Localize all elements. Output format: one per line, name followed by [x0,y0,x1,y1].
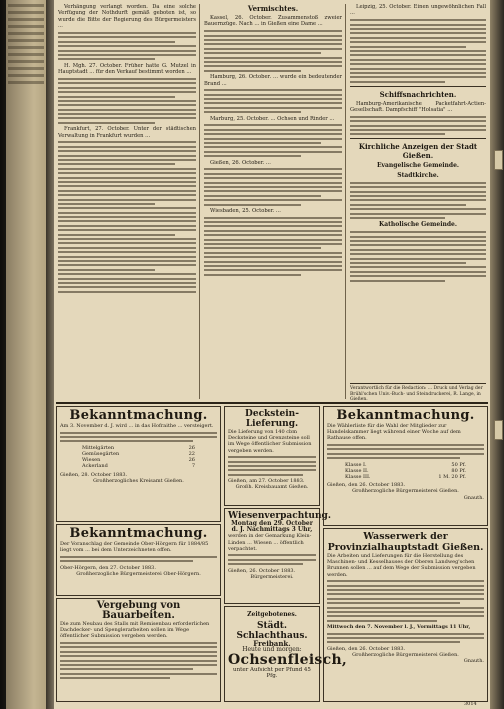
ad-signature: Großherzogliche Bürgermeisterei Gießen. [352,488,459,495]
ad-body: werden in der Gemarkung Klein-Linden ... Wiesen ... öffentlich verpachtet. [228,533,312,552]
ad-table-row: Klasse III. 1 M. 20 Pf. [345,473,466,480]
page-gutter [46,0,54,709]
ad-table-row: Klasse I. 50 Pf. [345,461,466,468]
ad-title: Vergebung von Bauarbeiten. [96,600,181,621]
ad-signature: Großherzogliche Bürgermeisterei Ober-Hörgern. [76,570,201,577]
imprint-line: Verantwortlich für die Redaction: ... Druck und Verlag der Brühl'schen Univ.-Buch- und Steindruckerei, R. Lange, in Gießen. [350,383,486,403]
ad-line: Heute und morgen: [242,645,302,653]
ad-wasserwerk [323,528,488,702]
ad-signature: Bürgermeisterei. [250,573,294,580]
ad-table-row: Klasse II. 80 Pf. [345,467,466,474]
ad-bekanntmachung-3 [323,406,488,526]
middle-article-column [204,0,342,278]
ad-signature: Großherzogliches Kreisamt Gießen. [93,477,184,484]
church-subheading: Evangelische Gemeinde. [376,162,460,170]
ad-place-date: Gießen, am 27. October 1883. [228,478,305,485]
ad-table [82,445,195,470]
ad-title: Bekanntmachung. [69,408,208,423]
left-article-lead: Verhängung verlangt worden. Da eine solche Verfügung der Nothdurft gemäß geboten ist, so wurde die Bitte der Regierung des Bürgermeisters ... [58,4,196,30]
section-heading-church: Kirchliche Anzeigen der Stadt Gießen. [358,142,478,161]
ad-body: Am 3. November d. J. wird ... in das Hofraithe ... versteigert. [60,423,214,429]
ad-body: Der Voranschlag der Gemeinde Ober-Hörgern für 1884/85 liegt vom ... bei dem Unterzeichneten offen. [60,541,209,554]
left-article-item: H. Mgh. 27. October. Früher hatte G. Mutzel in Hauptstadt ... für den Verkauf bestimmt worden ... [58,62,196,76]
ad-title: Deckstein-Lieferung. [245,409,299,429]
column-rule [345,4,346,399]
ad-signature: Großherzogliche Bürgermeisterei Gießen. [352,652,459,659]
ad-table-row: Gemüsegärten 22 [82,450,195,457]
ad-signature: Großh. Kreisbauamt Gießen. [235,484,309,491]
ad-title: Wasserwerk der Provinzialhauptstadt Gießen. [327,531,484,553]
ad-table-row: Mittelgärten 26 [82,444,195,451]
ad-table-row: Wiesen 26 [82,457,195,464]
right-article-lead: Leipzig, 25. October. Einen ungewöhnlichen Fall ... [350,4,486,17]
ad-time-line: d. J. Nachmittags 3 Uhr, [231,526,313,534]
right-article-column [350,0,486,284]
page-number: 3014 [464,701,477,707]
facing-page-edge [6,0,46,709]
ad-deckstein [224,406,320,506]
ad-title: Zeitgebotenes. [247,611,297,618]
ad-place-date: Gießen, 28. October 1883. [60,471,128,478]
ad-line: unter Aufsicht per Pfund 45 Pfg. [233,666,311,680]
middle-article-item: Kassel, 26. October. Zusammenstoß zweier Bauernzüge. Nach ... in Gießen eine Dame ... [204,15,342,28]
middle-article-item: Gießen, 26. October. ... [210,159,271,166]
bookmark-tab [494,420,503,440]
middle-article-item: Wiesbaden, 25. October. ... [210,207,281,214]
ad-place-date: Gießen, 26. October 1883. [228,567,296,574]
ad-body: Die Wählerliste für die Wahl der Mitglieder zur Handelskammer liegt während einer Woche auf dem Rathause offen. [327,423,461,442]
ad-wiesenverpachtung [224,508,331,604]
ad-place-date: Gießen, den 26. October 1883. [327,645,406,652]
ad-date-line: Mittwoch den 7. November l. J., Vormittags 11 Uhr, [327,624,471,631]
ad-body: Die Arbeiten und Lieferungen für die Herstellung des Maschinen- und Kesselhauses der Oberen Landweg'schen Brunnen sollen ... auf dem Wege der Submission vergeben werden. [327,553,476,578]
ad-signature-name: Gnauth. [463,494,484,501]
bookmark-tab [494,150,503,170]
section-heading-ships: Schiffsnachrichten. [379,89,457,99]
ad-line: Städt. Schlachthaus. [236,620,308,641]
ad-table [345,462,466,481]
ad-line: Ochsenfleisch, [228,651,348,668]
left-article-column [58,0,196,295]
newspaper-page [54,0,490,709]
middle-article-item: Marburg, 25. October. ... Ochsen und Rinder ... [210,115,335,122]
ad-place-date: Ober-Hörgern, den 27. October 1883. [60,564,156,571]
ad-title: Wiesenverpachtung. [228,511,331,521]
ad-signature-name: Gnauth. [463,658,484,665]
ad-bekanntmachung-1 [56,406,221,522]
church-subheading: Stadtkirche. [397,171,439,179]
ad-date-line: Montag den 29. October [231,520,313,527]
left-article-item: Frankfurt, 27. October. Unter der städtischen Verwaltung in Frankfurt wurden ... [58,126,196,139]
church-subheading: Katholische Gemeinde. [379,221,457,229]
ad-place-date: Gießen, den 26. October 1883. [327,482,406,489]
ad-title: Bekanntmachung. [336,408,475,423]
page-edge-right [490,0,504,709]
ad-body: Die zum Neubau des Stalls mit Remisenbau erforderlichen Dachdecker- und Spenglerarbeiten sollen im Wege öffentlicher Submission vergeben werden. [60,621,210,640]
ads-divider [56,402,488,404]
ad-bekanntmachung-2 [56,524,221,596]
ad-table-row: Ackerland 7 [82,463,195,470]
ad-body: Die Lieferung von 140 cbm Decksteine und Grenzsteine soll im Wege öffentlicher Submission vergeben werden. [228,429,312,454]
ad-title: Bekanntmachung. [69,526,208,541]
middle-article-item: Hamburg, 26. October. ... wurde ein bedeutender Brand ... [204,74,342,87]
column-rule [199,4,200,399]
ad-schlachthaus [224,606,348,702]
section-heading-vermischtes: Vermischtes. [247,4,299,13]
ships-text: Hamburg-Amerikanische Packetfahrt-Actien-Gesellschaft. Dampfschiff "Holsatia" ... [350,100,486,114]
ad-bauarbeiten [56,598,221,702]
ad-line: Freibank. [253,638,291,648]
